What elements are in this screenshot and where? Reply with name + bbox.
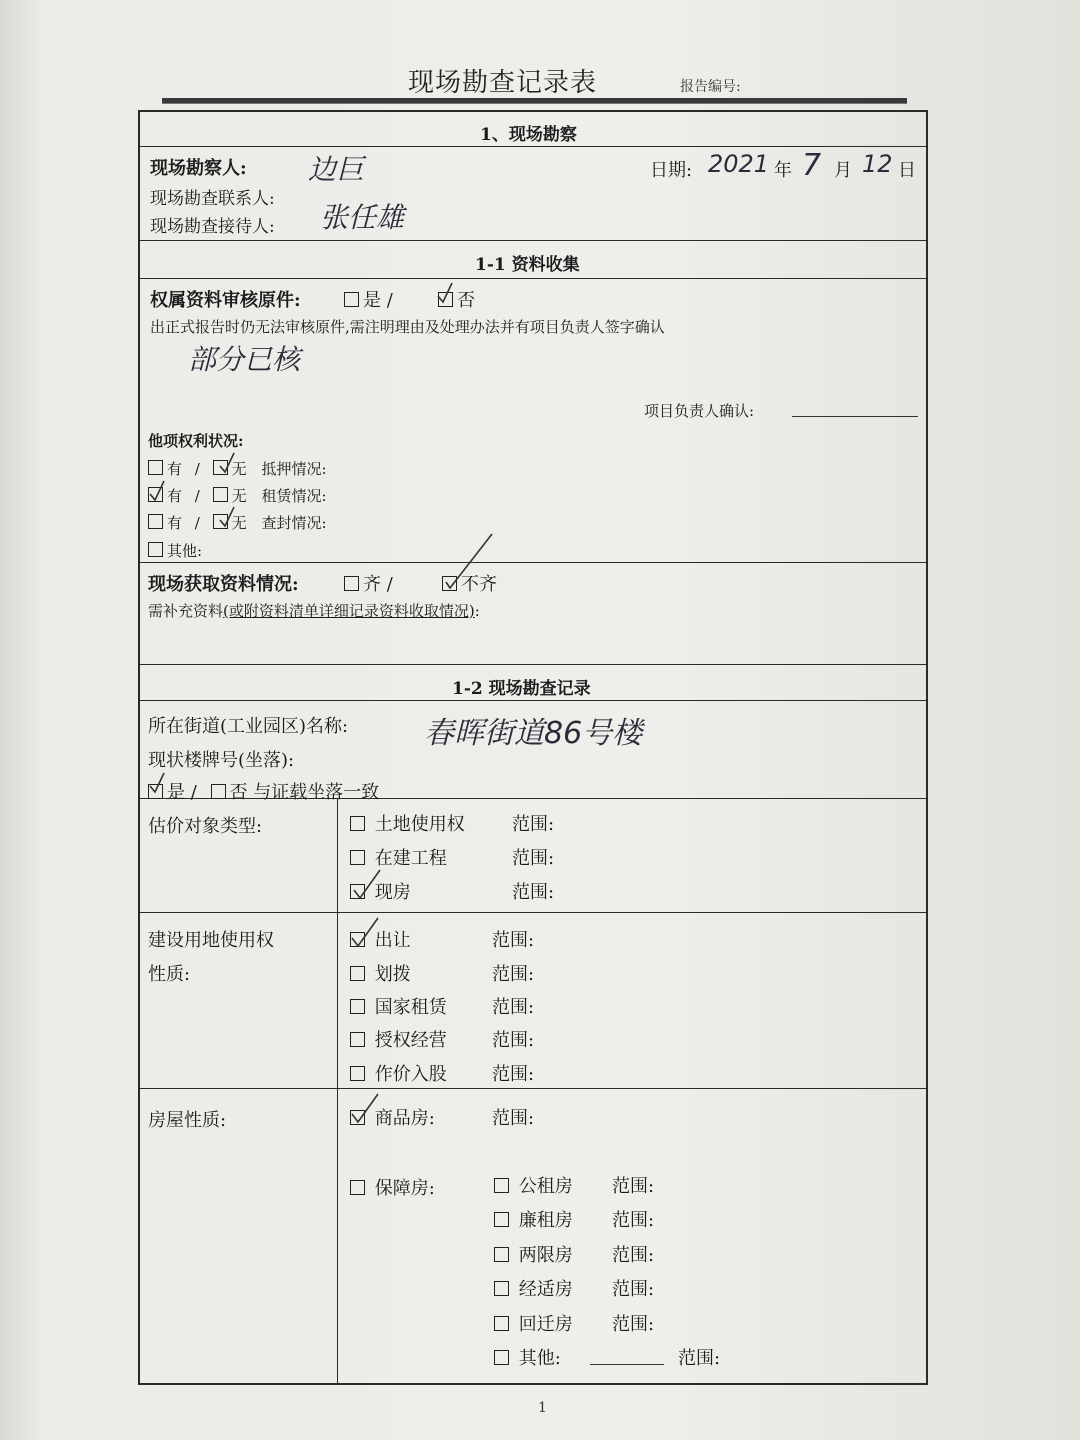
- pm-signature-line[interactable]: [792, 416, 918, 417]
- divider: [140, 1088, 926, 1089]
- house-commercial-option[interactable]: 商品房:: [350, 1104, 435, 1130]
- date-label: 日期:: [650, 160, 693, 181]
- section-1-2-title: 1-2 现场勘查记录: [452, 679, 591, 699]
- range-label: 范围:: [678, 1348, 721, 1369]
- range-label: 范围:: [512, 848, 555, 869]
- range-label: 范围:: [612, 1279, 655, 1300]
- checkbox[interactable]: [213, 487, 228, 502]
- land-use-transfer[interactable]: 出让: [350, 926, 411, 952]
- report-number-label: 报告编号:: [680, 79, 741, 95]
- checkmark-icon: [148, 772, 166, 794]
- object-type-land[interactable]: 土地使用权: [350, 810, 465, 836]
- range-label: 范围:: [512, 882, 555, 903]
- section-1-1-title: 1-1 资料收集: [475, 255, 580, 275]
- checkbox[interactable]: [494, 1316, 509, 1331]
- checkbox[interactable]: [344, 292, 359, 307]
- month-label: 月: [834, 160, 852, 181]
- date-year: 2021: [708, 150, 770, 178]
- form-title: 现场勘查记录表: [408, 68, 598, 98]
- range-label: 范围:: [612, 1210, 655, 1231]
- checkbox[interactable]: [350, 999, 365, 1014]
- checkmark-icon: [218, 452, 236, 474]
- surveyor-label: 现场勘察人:: [150, 158, 247, 179]
- divider: [140, 700, 926, 701]
- range-label: 范围:: [492, 1030, 535, 1051]
- survey-form-table: [138, 110, 928, 1385]
- land-use-equity[interactable]: 作价入股: [350, 1060, 447, 1086]
- range-label: 范围:: [492, 964, 535, 985]
- year-label: 年: [774, 160, 792, 181]
- object-type-construction[interactable]: 在建工程: [350, 844, 447, 870]
- materials-complete-option[interactable]: 齐 /: [344, 570, 393, 596]
- lease-row: 有 / 无 租赁情况:: [148, 485, 327, 506]
- column-divider: [337, 798, 338, 1385]
- street-value: 春晖街道86号楼: [424, 716, 643, 751]
- checkbox[interactable]: [344, 576, 359, 591]
- original-review-label: 权属资料审核原件:: [150, 290, 301, 311]
- receiver-signature: 张任雄: [320, 201, 405, 234]
- affordable-economic[interactable]: 经适房: [494, 1275, 573, 1301]
- checkmark-icon: [352, 868, 382, 902]
- pm-confirm-label: 项目负责人确认:: [644, 402, 755, 420]
- range-label: 范围:: [612, 1245, 655, 1266]
- other-row: 其他:: [148, 540, 202, 561]
- building-number-label: 现状楼牌号(坐落):: [148, 750, 295, 771]
- object-type-label: 估价对象类型:: [148, 816, 263, 837]
- day-label: 日: [898, 160, 916, 181]
- divider: [140, 240, 926, 241]
- checkmark-icon: [350, 916, 380, 950]
- checkbox[interactable]: [494, 1281, 509, 1296]
- page-number: 1: [538, 1400, 547, 1416]
- checkbox[interactable]: [148, 514, 163, 529]
- range-label: 范围:: [492, 1108, 535, 1129]
- contact-label: 现场勘查联系人:: [150, 189, 275, 209]
- seizure-row: 有 / 无 查封情况:: [148, 512, 327, 533]
- divider: [140, 664, 926, 665]
- checkbox[interactable]: [494, 1350, 509, 1365]
- house-nature-label: 房屋性质:: [148, 1110, 227, 1131]
- surveyor-signature: 边巨: [308, 153, 365, 186]
- checkbox[interactable]: [350, 850, 365, 865]
- checkmark-icon: [436, 282, 454, 304]
- affordable-limited-price[interactable]: 两限房: [494, 1241, 573, 1267]
- land-use-label: 建设用地使用权: [148, 930, 274, 951]
- divider: [140, 912, 926, 913]
- affordable-relocation[interactable]: 回迁房: [494, 1310, 573, 1336]
- materials-incomplete-option[interactable]: 不齐: [442, 570, 497, 596]
- checkmark-icon: [444, 532, 494, 592]
- range-label: 范围:: [612, 1176, 655, 1197]
- range-label: 范围:: [512, 814, 555, 835]
- range-label: 范围:: [492, 997, 535, 1018]
- object-type-existing[interactable]: 现房: [350, 878, 411, 904]
- handwritten-note: 部分已核: [188, 343, 301, 376]
- divider: [140, 562, 926, 563]
- affordable-other[interactable]: 其他:: [494, 1344, 561, 1370]
- mortgage-row: 有 / 无 抵押情况:: [148, 458, 327, 479]
- title-rule: [162, 98, 907, 104]
- checkmark-icon: [218, 506, 236, 528]
- materials-label: 现场获取资料情况:: [148, 574, 299, 595]
- divider: [140, 278, 926, 279]
- checkbox[interactable]: [350, 816, 365, 831]
- checkbox[interactable]: [494, 1212, 509, 1227]
- receiver-label: 现场勘查接待人:: [150, 217, 275, 237]
- affordable-low-rent[interactable]: 廉租房: [494, 1206, 573, 1232]
- affordable-public-rental[interactable]: 公租房: [494, 1172, 573, 1198]
- supplement-row: 需补充资料(或附资料清单详细记录资料收取情况):: [148, 602, 480, 620]
- other-type-line[interactable]: [590, 1364, 664, 1365]
- date-month: 7: [802, 148, 822, 183]
- date-day: 12: [862, 150, 893, 178]
- checkbox[interactable]: [494, 1247, 509, 1262]
- checkbox[interactable]: [350, 1066, 365, 1081]
- divider: [140, 146, 926, 147]
- land-use-state-lease[interactable]: 国家租赁: [350, 993, 447, 1019]
- checkbox[interactable]: [350, 1032, 365, 1047]
- original-yes-option[interactable]: 是 /: [344, 286, 393, 312]
- range-label: 范围:: [492, 1064, 535, 1085]
- checkbox[interactable]: [148, 460, 163, 475]
- checkmark-icon: [148, 480, 166, 502]
- checkbox[interactable]: [350, 966, 365, 981]
- checkbox[interactable]: [148, 542, 163, 557]
- original-no-option[interactable]: 否: [438, 286, 475, 312]
- house-affordable-option[interactable]: 保障房:: [350, 1174, 435, 1200]
- checkbox[interactable]: [494, 1178, 509, 1193]
- original-review-note: 出正式报告时仍无法审核原件,需注明理由及处理办法并有项目负责人签字确认: [150, 318, 665, 336]
- land-use-label-2: 性质:: [148, 964, 191, 985]
- section-1-title: 1、现场勘察: [480, 125, 577, 145]
- checkmark-icon: [350, 1092, 380, 1126]
- street-label: 所在街道(工业园区)名称:: [148, 716, 349, 737]
- other-rights-label: 他项权利状况:: [148, 432, 244, 450]
- location-consistent-row: 是 / 否 与证载坐落一致: [148, 778, 379, 804]
- checkbox[interactable]: [350, 1180, 365, 1195]
- land-use-authorized[interactable]: 授权经营: [350, 1026, 447, 1052]
- range-label: 范围:: [492, 930, 535, 951]
- range-label: 范围:: [612, 1314, 655, 1335]
- checkbox[interactable]: [211, 784, 226, 799]
- land-use-allocation[interactable]: 划拨: [350, 960, 411, 986]
